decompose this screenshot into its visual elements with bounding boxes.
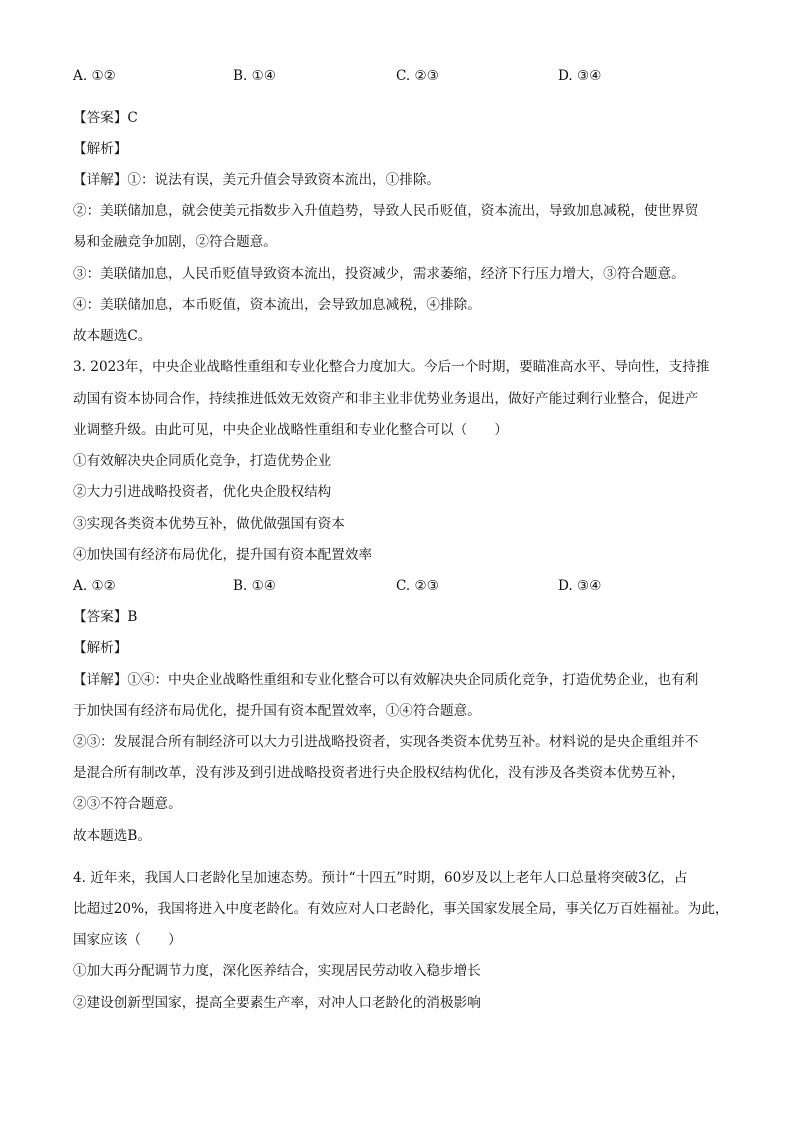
q3-detail-line: ②③不符合题意。 bbox=[73, 796, 182, 812]
q3-option-d: D. ③④ bbox=[558, 578, 602, 594]
q2-detail-line: ②：美联储加息，就会使美元指数步入升值趋势，导致人民币贬值，资本流出，导致加息减税，使世界贸 bbox=[73, 203, 699, 219]
q3-statement: ①有效解决央企同质化竞争，打造优势企业 bbox=[73, 453, 332, 469]
q4-stem-line: 国家应该（ ） bbox=[73, 932, 182, 948]
q2-option-b: B. ①④ bbox=[233, 68, 277, 84]
q3-detail-line: 是混合所有制改革，没有涉及到引进战略投资者进行央企股权结构优化，没有涉及各类资本优势互补， bbox=[73, 765, 685, 781]
q3-statement: ④加快国有经济布局优化，提升国有资本配置效率 bbox=[73, 547, 373, 563]
q4-stem-line: 比超过20%，我国将进入中度老龄化。有效应对人口老龄化，事关国家发展全局，事关亿万百姓福祉。为此， bbox=[73, 901, 729, 917]
q2-options bbox=[73, 66, 753, 86]
q3-statement: ③实现各类资本优势互补，做优做强国有资本 bbox=[73, 516, 345, 532]
q2-analysis-heading: 【解析】 bbox=[73, 141, 128, 157]
q2-detail-line: ④：美联储加息，本币贬值，资本流出，会导致加息减税，④排除。 bbox=[73, 297, 481, 313]
q3-detail-line: ②③：发展混合所有制经济可以大力引进战略投资者，实现各类资本优势互补。材料说的是央企重组并不 bbox=[73, 734, 699, 750]
q2-option-d: D. ③④ bbox=[558, 68, 602, 84]
q3-stem-line: 动国有资本协同合作，持续推进低效无效资产和非主业非优势业务退出，做好产能过剩行业整合，促进产 bbox=[73, 391, 699, 407]
q3-options bbox=[73, 576, 753, 596]
q3-answer: 【答案】B bbox=[73, 609, 138, 625]
q2-detail-line: 易和金融竞争加剧，②符合题意。 bbox=[73, 234, 277, 250]
q3-option-a: A. ①② bbox=[73, 578, 116, 594]
q3-detail-line: 于加快国有经济布局优化，提升国有资本配置效率，①④符合题意。 bbox=[73, 703, 481, 719]
q3-statement: ②大力引进战略投资者，优化央企股权结构 bbox=[73, 484, 332, 500]
q2-conclusion: 故本题选C。 bbox=[73, 328, 152, 344]
q4-statement: ①加大再分配调节力度，深化医养结合，实现居民劳动收入稳步增长 bbox=[73, 963, 481, 979]
q3-analysis-heading: 【解析】 bbox=[73, 640, 128, 656]
q2-detail-line: ③：美联储加息，人民币贬值导致资本流出，投资减少，需求萎缩，经济下行压力增大，③符合题意。 bbox=[73, 266, 685, 282]
q3-detail-line: 【详解】①④：中央企业战略性重组和专业化整合可以有效解决央企同质化竞争，打造优势企业，也有利 bbox=[73, 672, 699, 688]
q3-stem-line: 业调整升级。由此可见，中央企业战略性重组和专业化整合可以（ ） bbox=[73, 422, 508, 438]
q2-answer: 【答案】C bbox=[73, 110, 138, 126]
q2-option-a: A. ①② bbox=[73, 68, 116, 84]
q2-detail-line: 【详解】①：说法有误，美元升值会导致资本流出，①排除。 bbox=[73, 172, 441, 188]
q2-option-c: C. ②③ bbox=[396, 68, 439, 84]
q4-statement: ②建设创新型国家，提高全要素生产率，对冲人口老龄化的消极影响 bbox=[73, 995, 481, 1011]
q3-conclusion: 故本题选B。 bbox=[73, 828, 151, 844]
q3-stem-line: 3. 2023年，中央企业战略性重组和专业化整合力度加大。今后一个时期，要瞄准高水平、导向性，支持推 bbox=[73, 359, 710, 375]
q4-stem-line: 4. 近年来，我国人口老龄化呈加速态势。预计“十四五”时期，60岁及以上老年人口总量将突破3亿，占 bbox=[73, 870, 688, 886]
q3-option-b: B. ①④ bbox=[233, 578, 277, 594]
q3-option-c: C. ②③ bbox=[396, 578, 439, 594]
